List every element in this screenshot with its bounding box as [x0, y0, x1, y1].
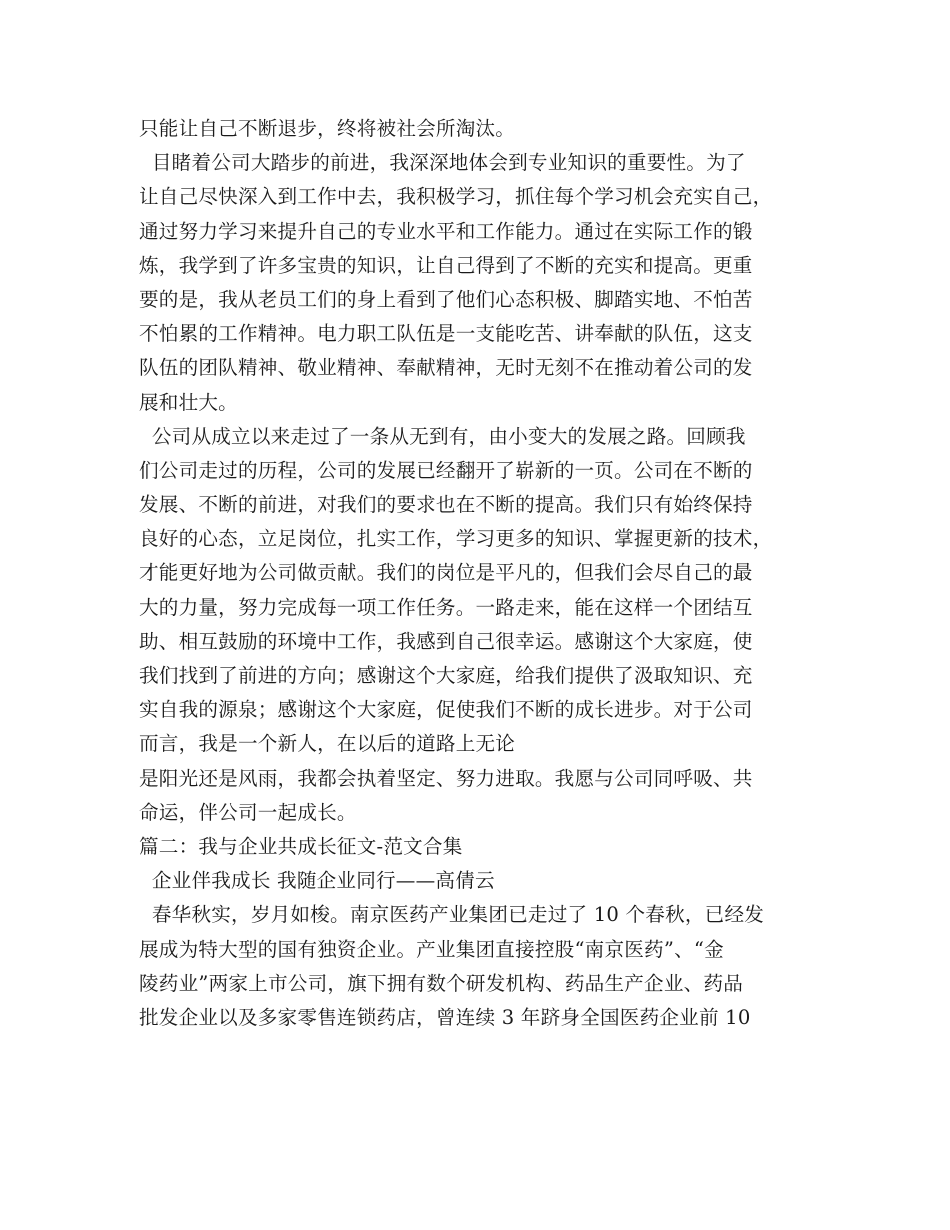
- text-line: 通过努力学习来提升自己的专业水平和工作能力。通过在实际工作的锻: [139, 219, 753, 243]
- article-title: 企业伴我成长 我随企业同行——高倩云: [139, 869, 495, 893]
- document-body: [139, 112, 829, 1035]
- text-line: 公司从成立以来走过了一条从无到有，由小变大的发展之路。回顾我: [139, 424, 746, 448]
- text-line: 是阳光还是风雨，我都会执着坚定、努力进取。我愿与公司同呼吸、共: [139, 766, 753, 790]
- text-line: 目睹着公司大踏步的前进，我深深地体会到专业知识的重要性。为了: [139, 151, 746, 175]
- text-line: 助、相互鼓励的环境中工作，我感到自己很幸运。感谢这个大家庭，使: [139, 629, 753, 653]
- text-line: 陵药业”两家上市公司，旗下拥有数个研发机构、药品生产企业、药品: [139, 971, 744, 995]
- text-line: 展成为特大型的国有独资企业。产业集团直接控股“南京医药”、“金: [139, 937, 724, 961]
- text-line: 只能让自己不断退步，终将被社会所淘汰。: [139, 117, 516, 140]
- text-line: 展和壮大。: [139, 390, 238, 414]
- text-line: 良好的心态，立足岗位，扎实工作，学习更多的知识、掌握更新的技术，: [139, 527, 773, 551]
- text-line: 实自我的源泉；感谢这个大家庭，促使我们不断的成长进步。对于公司: [139, 698, 753, 722]
- text-line: 批发企业以及多家零售连锁药店，曾连续 3 年跻身全国医药企业前 10: [139, 1005, 751, 1029]
- text-line: 队伍的团队精神、敬业精神、奉献精神，无时无刻不在推动着公司的发: [139, 356, 753, 380]
- text-line: 我们找到了前进的方向；感谢这个大家庭，给我们提供了汲取知识、充: [139, 664, 753, 687]
- text-line: 们公司走过的历程，公司的发展已经翻开了崭新的一页。公司在不断的: [139, 458, 753, 482]
- text-line: 不怕累的工作精神。电力职工队伍是一支能吃苦、讲奉献的队伍，这支: [139, 322, 753, 346]
- text-line: 命运，伴公司一起成长。: [139, 800, 357, 824]
- text-line: 而言，我是一个新人，在以后的道路上无论: [139, 732, 516, 756]
- text-line: 发展、不断的前进，对我们的要求也在不断的提高。我们只有始终保持: [139, 493, 753, 517]
- text-line: 让自己尽快深入到工作中去，我积极学习，抓住每个学习机会充实自己，: [139, 185, 773, 209]
- text-line: 大的力量，努力完成每一项工作任务。一路走来，能在这样一个团结互: [139, 595, 753, 619]
- text-line: 要的是，我从老员工们的身上看到了他们心态积极、脚踏实地、不怕苦: [139, 287, 753, 311]
- section-heading: 篇二：我与企业共成长征文-范文合集: [139, 834, 463, 858]
- text-line: 春华秋实，岁月如梭。南京医药产业集团已走过了 10 个春秋，已经发: [139, 903, 765, 927]
- text-line: 炼，我学到了许多宝贵的知识，让自己得到了不断的充实和提高。更重: [139, 253, 753, 277]
- text-line: 才能更好地为公司做贡献。我们的岗位是平凡的，但我们会尽自己的最: [139, 561, 753, 585]
